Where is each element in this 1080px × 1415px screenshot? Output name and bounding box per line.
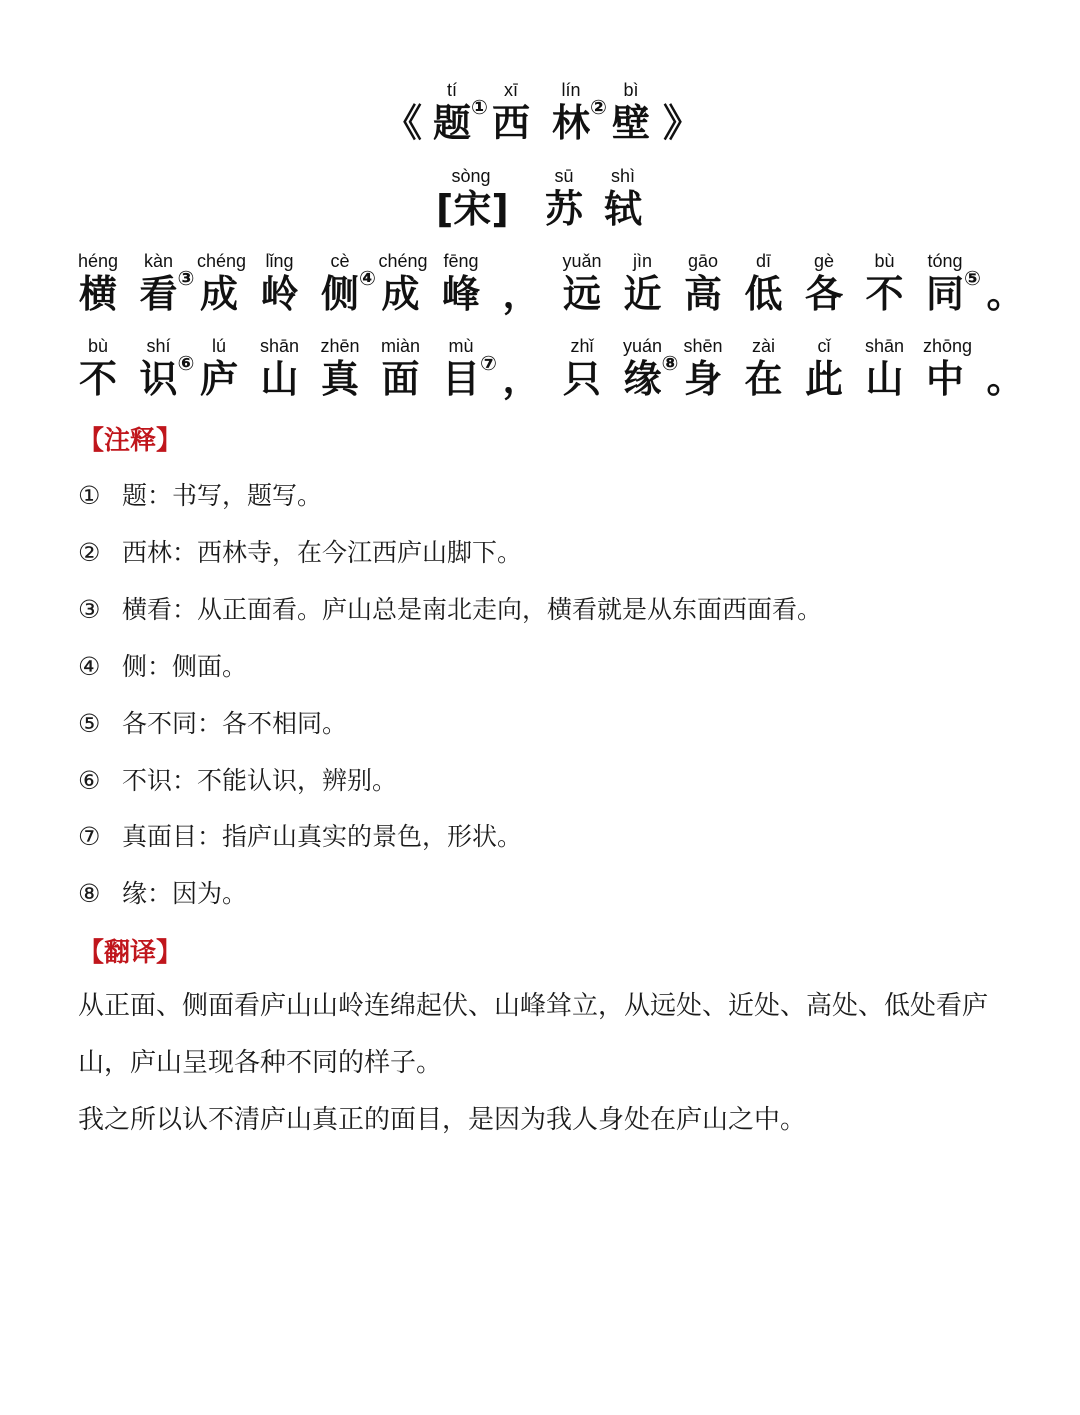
pinyin: sū [554,166,574,186]
pinyin: bù [874,251,895,271]
footnote-marker: ⑤ [964,266,981,290]
note-number: ⑥ [78,766,101,795]
hanzi: 高 [683,272,722,316]
pinyin: lú [211,336,226,356]
pinyin: tóng [927,251,963,271]
pinyin: bù [87,336,109,356]
poem-line-1 [0,251,1080,321]
pinyin: lín [561,80,581,100]
hanzi: 此 [804,357,843,401]
hanzi: 横 [78,272,117,316]
note-item [78,708,347,740]
title-open-bracket-glyph: 《 [383,101,422,145]
hanzi: 林 [551,101,590,145]
pinyin: shān [259,336,300,356]
note-item [78,537,522,569]
hanzi: 成 [381,272,420,316]
note-number: ⑦ [78,822,101,851]
pinyin: zhōng [923,336,973,356]
hanzi: 。 [986,357,1025,401]
hanzi: 识 [139,357,178,401]
note-item [78,765,397,797]
poem-title [0,80,1080,150]
hanzi: ， [502,272,541,316]
note-text: 缘：因为。 [122,879,248,908]
footnote-marker: ① [471,95,488,119]
note-text: 西林：西林寺，在今江西庐山脚下。 [122,538,523,567]
note-number: ⑤ [78,709,101,738]
hanzi: [宋] [436,187,509,231]
hanzi: 中 [925,357,964,401]
note-item [78,480,322,512]
note-text: 真面目：指庐山真实的景色，形状。 [122,822,523,851]
hanzi: 岭 [260,272,299,316]
pinyin: gè [813,251,835,271]
hanzi: 不 [865,272,904,316]
note-text: 侧：侧面。 [122,652,248,681]
hanzi: 同 [925,272,964,316]
hanzi: 壁 [611,101,650,145]
pinyin: héng [77,251,119,271]
hanzi: 峰 [441,272,480,316]
hanzi: 庐 [199,357,238,401]
note-text: 各不同：各不相同。 [122,709,348,738]
pinyin: zhēn [320,336,360,356]
pinyin: cǐ [817,336,831,356]
note-number: ① [78,481,101,510]
hanzi: 目 [441,357,480,401]
hanzi: 轼 [603,187,642,231]
pinyin: jìn [632,251,652,271]
footnote-marker: ⑦ [480,351,497,375]
hanzi: 各 [804,272,843,316]
note-item [78,651,247,683]
footnote-marker: ④ [359,266,376,290]
hanzi: 身 [683,357,722,401]
pinyin: chéng [378,251,428,271]
hanzi: 西 [491,101,530,145]
hanzi: 。 [986,272,1025,316]
translation-paragraph: 从正面、侧面看庐山山岭连绵起伏、山峰耸立，从远处、近处、高处、低处看庐山，庐山呈现各种不同的样子。 [78,991,989,1078]
note-item [78,878,247,910]
hanzi: 面 [381,357,420,401]
poem-line-2 [0,336,1080,406]
pinyin: zhǐ [570,336,594,356]
pinyin: shēn [683,336,723,356]
notes-heading: 【注释】 [78,426,183,456]
note-number: ③ [78,595,101,624]
note-number: ⑧ [78,879,101,908]
footnote-marker: ② [590,95,607,119]
hanzi: 山 [260,357,299,401]
pinyin: fēng [443,251,479,271]
note-item [78,821,522,853]
hanzi: 看 [139,272,178,316]
hanzi: 近 [623,272,662,316]
pinyin: yuǎn [562,251,602,271]
pinyin: bì [623,80,639,100]
poem-author [0,166,1080,236]
hanzi: 远 [562,272,601,316]
note-item [78,594,822,626]
hanzi: 不 [78,357,117,401]
footnote-marker: ⑧ [661,351,679,375]
note-number: ② [78,538,101,567]
pinyin: zài [751,336,775,356]
hanzi: 成 [199,272,238,316]
hanzi: ， [502,357,541,401]
hanzi: 题 [432,101,471,145]
pinyin: cè [330,251,350,271]
pinyin: miàn [380,336,420,356]
pinyin: shì [610,166,635,186]
hanzi: 只 [562,357,601,401]
pinyin: xī [503,80,518,100]
hanzi: 低 [744,272,783,316]
pinyin: tí [446,80,457,100]
pinyin: shí [146,336,171,356]
pinyin: shān [864,336,905,356]
pinyin: mù [448,336,474,356]
pinyin: chéng [197,251,247,271]
hanzi: 缘 [623,357,662,401]
note-text: 横看：从正面看。庐山总是南北走向，横看就是从东面西面看。 [122,595,823,624]
hanzi: 苏 [544,187,583,231]
translation-heading: 【翻译】 [78,938,183,968]
note-text: 不识：不能认识，辨别。 [122,766,398,795]
footnote-marker: ③ [177,266,195,290]
translation-paragraph: 我之所以认不清庐山真正的面目，是因为我人身处在庐山之中。 [78,1105,807,1135]
hanzi: 山 [865,357,904,401]
note-number: ④ [78,652,101,681]
footnote-marker: ⑥ [177,351,195,375]
pinyin: dī [755,251,771,271]
pinyin: yuán [622,336,663,356]
title-close-bracket-glyph: 》 [662,101,701,145]
pinyin: gāo [687,251,719,271]
hanzi: 侧 [320,272,359,316]
pinyin: kàn [143,251,174,271]
hanzi: 在 [744,357,783,401]
pinyin: sòng [451,166,491,186]
pinyin: lǐng [265,251,294,271]
note-text: 题：书写，题写。 [122,481,323,510]
hanzi: 真 [320,357,359,401]
